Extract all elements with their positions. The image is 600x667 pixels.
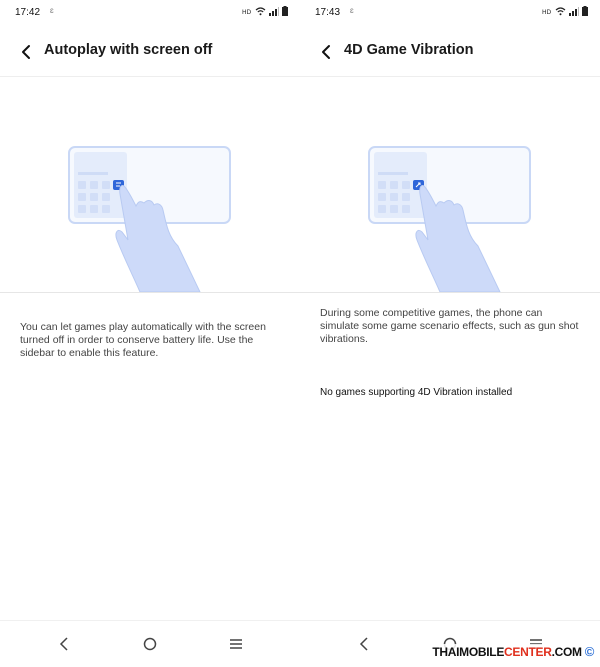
status-time: 17:42 <box>15 7 41 18</box>
watermark-part1: THAIMOBILE <box>432 644 505 659</box>
battery-icon <box>582 6 588 16</box>
wifi-icon <box>255 7 266 16</box>
battery-icon <box>282 6 288 16</box>
nav-back-icon <box>359 637 369 651</box>
status-icons <box>242 6 288 16</box>
status-time: 17:43 <box>315 7 341 18</box>
watermark-part2: CENTER <box>504 644 552 659</box>
nav-back-button[interactable] <box>52 633 76 655</box>
signal-icon <box>269 7 279 16</box>
watermark <box>430 644 596 659</box>
navigation-bar <box>0 620 300 667</box>
nav-back-icon <box>59 637 69 651</box>
feature-illustration <box>0 78 300 293</box>
status-bar <box>0 0 300 24</box>
page-title: Autoplay with screen off <box>44 42 213 58</box>
nav-home-button[interactable] <box>138 633 162 655</box>
wifi-icon <box>555 7 566 16</box>
volte-icon <box>542 7 552 16</box>
feature-description: During some competitive games, the phone can simulate some game scenario effects, such as gun shot vibrations. <box>320 307 579 345</box>
status-bar <box>300 0 600 24</box>
back-button[interactable] <box>14 40 38 64</box>
phone-hand-illustration <box>300 78 600 292</box>
page-title: 4D Game Vibration <box>344 42 474 58</box>
feature-description: You can let games play automatically with the screen turned off in order to conserve battery life. Use the sidebar to enable this feature. <box>20 321 266 359</box>
copyright-icon: © <box>584 644 594 659</box>
empty-state-text: No games supporting 4D Vibration installed <box>320 387 513 398</box>
nav-recents-button[interactable] <box>224 633 248 655</box>
chevron-left-icon <box>20 44 32 60</box>
nav-back-button[interactable] <box>352 633 376 655</box>
feature-illustration <box>300 78 600 293</box>
menu-icon <box>229 638 243 650</box>
app-header <box>300 28 600 77</box>
watermark-part3: .COM <box>551 644 582 659</box>
home-circle-icon <box>143 637 157 651</box>
phone-hand-illustration <box>0 78 300 292</box>
notification-icon: ɛ <box>50 6 54 15</box>
svg-text:HD: HD <box>542 8 552 16</box>
status-icons <box>542 6 588 16</box>
notification-icon: ɛ <box>350 6 354 15</box>
volte-icon <box>242 7 252 16</box>
svg-text:HD: HD <box>242 8 252 16</box>
4d-vibration-screen <box>300 0 600 667</box>
signal-icon <box>569 7 579 16</box>
chevron-left-icon <box>320 44 332 60</box>
back-button[interactable] <box>314 40 338 64</box>
app-header <box>0 28 300 77</box>
